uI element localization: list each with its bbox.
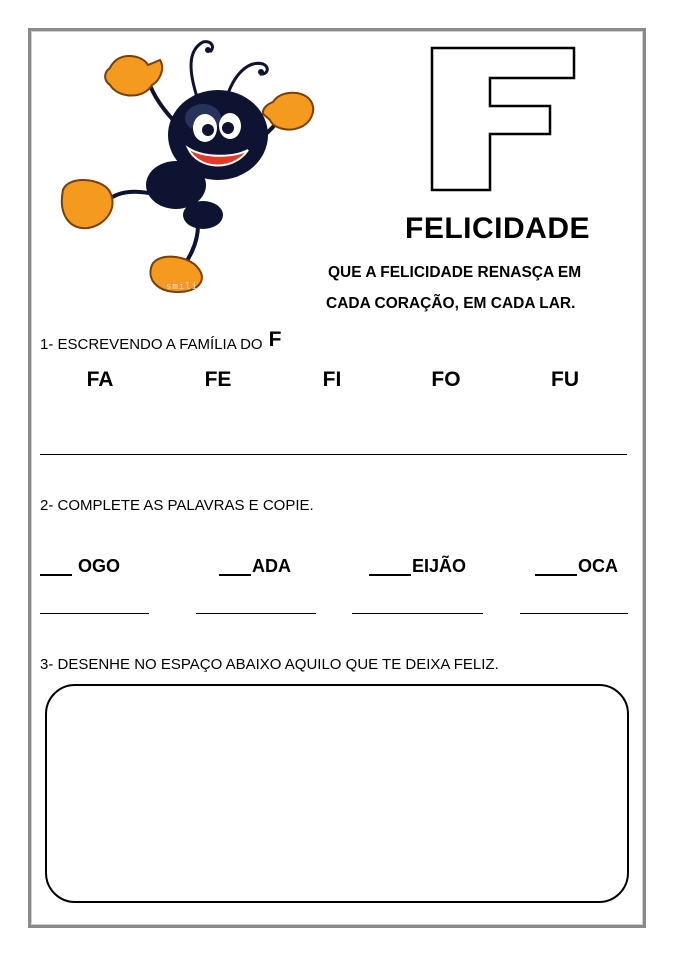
copy-line-2[interactable] [196,613,316,614]
word-eijao: EIJÃO [412,556,467,576]
motto-line-1: QUE A FELICIDADE RENASÇA EM [328,264,582,281]
syllable-fa: FA [86,368,114,391]
writing-line[interactable] [40,454,627,455]
copy-line-1[interactable] [40,613,149,614]
word-item-ada [219,556,291,577]
word-item-ogo [40,556,120,577]
outlined-letter-f [426,44,582,196]
syllable-fo: FO [431,368,461,391]
copy-line-4[interactable] [520,613,628,614]
outlined-letter-text: F [426,44,427,45]
syllable-fi: FI [322,368,342,391]
syllable-fe: FE [204,368,232,391]
fill-blank[interactable] [369,556,411,576]
syllable-fu: FU [551,368,579,391]
section2-prompt: 2- COMPLETE AS PALAVRAS E COPIE. [40,497,314,514]
smiling-ant-mascot-icon [48,30,323,300]
word-ogo: OGO [78,556,121,576]
fill-blank[interactable] [40,556,72,576]
section1-prompt-text: 1- ESCREVENDO A FAMÍLIA DO [40,336,263,353]
fill-blank[interactable] [535,556,577,576]
word-item-oca [535,556,618,577]
motto-line-2: CADA CORAÇÃO, EM CADA LAR. [326,295,576,312]
copy-line-3[interactable] [352,613,483,614]
word-item-eijao [369,556,466,577]
mascot-watermark: smili [166,282,199,292]
word-oca: OCA [578,556,618,576]
section1-letter: F [268,328,282,351]
page-title: FELICIDADE [405,212,590,245]
section1-prompt [40,328,282,355]
drawing-area[interactable] [45,684,629,903]
word-ada: ADA [252,556,291,576]
section3-prompt: 3- DESENHE NO ESPAÇO ABAIXO AQUILO QUE TE DEIXA FELIZ. [40,656,499,673]
fill-blank[interactable] [219,556,251,576]
